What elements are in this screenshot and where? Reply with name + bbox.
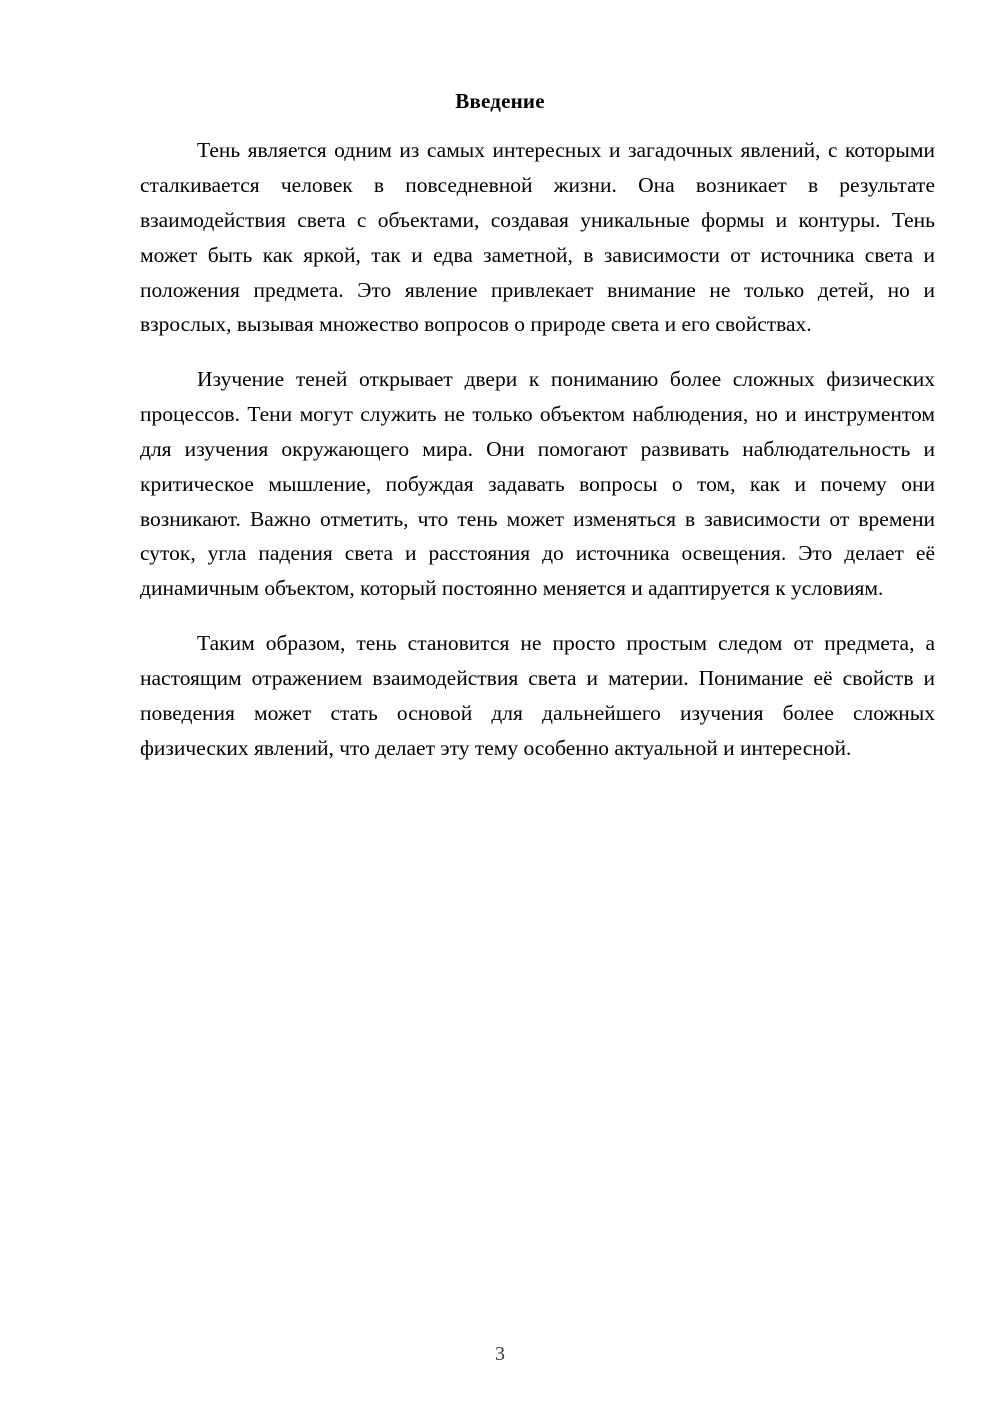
page-number: 3 [495,1343,505,1365]
paragraph-1: Тень является одним из самых интересных и загадочных явлений, с которыми сталкивается человек в повседневной жизни. Она возникает в результате взаимодействия света с объектами, создавая уникальные формы и контуры. Тень может быть как яркой, так и едва заметной, в зависимости от источника света и положения предмета. Это явление привлекает внимание не только детей, но и взрослых, вызывая множество вопросов о природе света и его свойствах. [140,138,935,337]
paragraph-2: Изучение теней открывает двери к пониманию более сложных физических процессов. Тени могут служить не только объектом наблюдения, но и инструментом для изучения окружающего мира. Они помогают развивать наблюдательность и критическое мышление, побуждая задавать вопросы о том, как и почему они возникают. Важно отметить, что тень может изменяться в зависимости от времени суток, угла падения света и расстояния до источника освещения. Это делает её динамичным объектом, который постоянно меняется и адаптируется к условиям. [140,367,935,601]
page-title: Введение [455,89,545,113]
document-body [140,133,935,765]
paragraph-3: Таким образом, тень становится не просто простым следом от предмета, а настоящим отражением взаимодействия света и материи. Понимание её свойств и поведения может стать основой для дальнейшего изучения более сложных физических явлений, что делает эту тему особенно актуальной и интересной. [140,631,935,760]
